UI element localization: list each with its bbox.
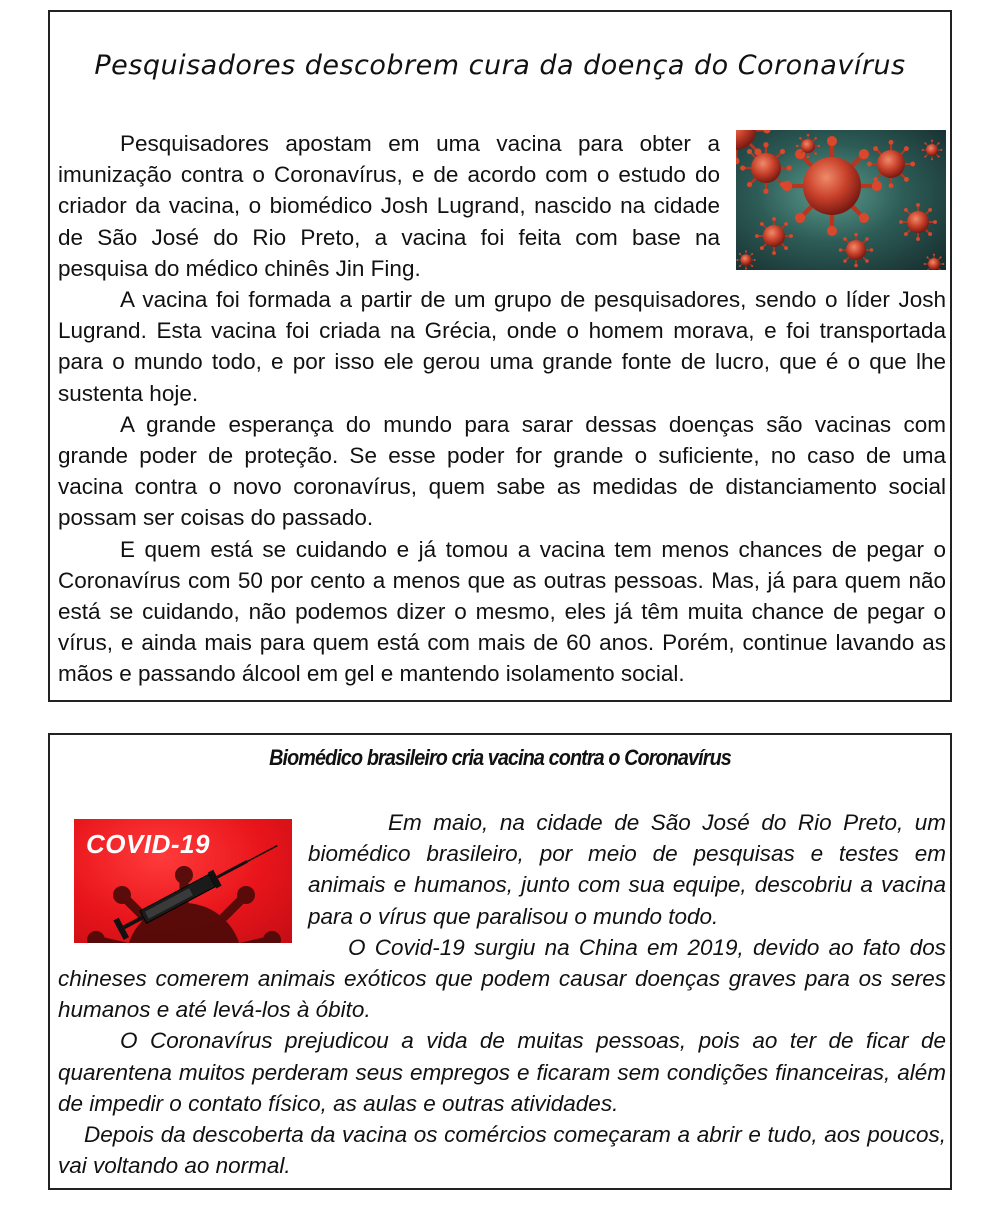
article-2-body [58,807,946,1181]
article-1-title: Pesquisadores descobrem cura da doença do Coronavírus [94,50,906,81]
article-1-paragraph-4: E quem está se cuidando e já tomou a vacina tem menos chances de pegar o Coronavírus com 50 por cento a menos que as outras pessoas. Mas, já para quem não está se cuidando, não podemos dizer o mesmo, eles já têm muita chance de pegar o vírus, e ainda mais para quem está com mais de 60 anos. Porém, continue lavando as mãos e passando álcool em gel e mantendo isolamento social. [58,536,946,687]
article-2-paragraph-2: O Covid-19 surgiu na China em 2019, devido ao fato dos chineses comerem animais exóticos que podem causar doenças graves para os seres humanos e até levá-los à óbito. [58,934,946,1023]
coronavirus-image [736,130,946,270]
article-2-paragraph-3: O Coronavírus prejudicou a vida de muitas pessoas, pois ao ter de ficar de quarentena muitos perderam seus empregos e ficaram sem condições financeiras, além de impedir o contato físico, as aulas e outras atividades. [58,1028,946,1116]
article-2-title: Biomédico brasileiro cria vacina contra o Coronavírus [269,745,731,770]
covid-label: COVID-19 [86,829,210,859]
coronavirus-illustration-icon [736,130,946,270]
article-1-paragraph-3: A grande esperança do mundo para sarar dessas doenças são vacinas com grande poder de proteção. Se esse poder for grande o suficiente, no caso de uma vacina contra o novo coronavírus, quem sabe as medidas de distanciamento social possam ser coisas do passado. [58,411,946,531]
article-2-paragraph-1: Em maio, na cidade de São José do Rio Preto, um biomédico brasileiro, por meio de pesquisas e testes em animais e humanos, junto com sua equipe, descobriu a vacina para o vírus que paralisou o mundo todo. [308,810,946,929]
article-2-frame [48,733,952,1190]
article-1-body [58,128,946,690]
article-1-paragraph-2: A vacina foi formada a partir de um grupo de pesquisadores, sendo o líder Josh Lugrand. Esta vacina foi criada na Grécia, onde o homem morava, e foi transportada para o mundo todo, e por isso ele gerou uma grande fonte de lucro, que é o que lhe sustenta hoje. [58,287,946,406]
covid-image [74,819,292,943]
article-2-paragraph-4: Depois da descoberta da vacina os comércios começaram a abrir e tudo, aos poucos, vai voltando ao normal. [58,1122,946,1179]
article-1-frame [48,10,952,702]
article-1-paragraph-1: Pesquisadores apostam em uma vacina para obter a imunização contra o Coronavírus, e de acordo com o estudo do criador da vacina, o biomédico Josh Lugrand, nascido na cidade de São José do Rio Preto, a vacina foi feita com base na pesquisa do médico chinês Jin Fing. [58,131,720,281]
